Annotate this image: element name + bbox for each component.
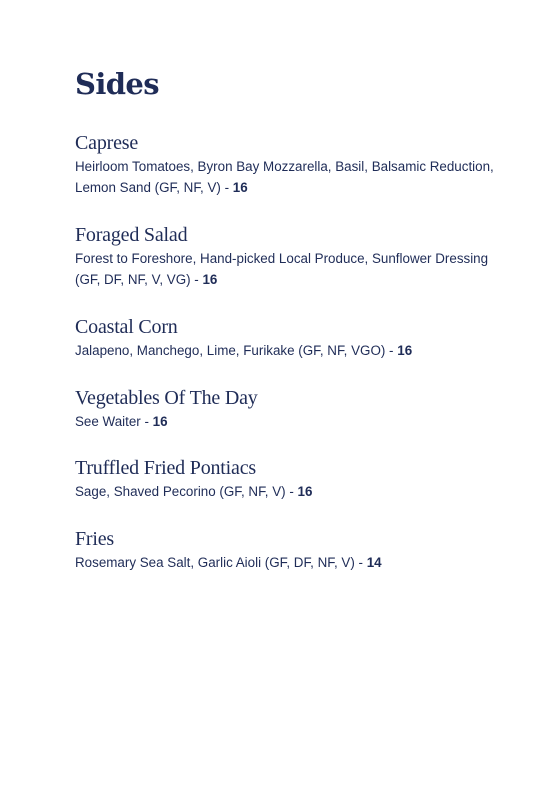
menu-item-coastal-corn bbox=[75, 315, 495, 361]
item-price: 16 bbox=[397, 343, 413, 358]
item-name: Fries bbox=[75, 528, 115, 550]
item-description bbox=[75, 552, 495, 573]
item-description-text: Sage, Shaved Pecorino (GF, NF, V) - bbox=[75, 484, 298, 499]
item-price: 16 bbox=[297, 484, 313, 499]
item-price: 16 bbox=[152, 414, 168, 429]
item-price: 16 bbox=[232, 180, 248, 195]
item-description bbox=[75, 411, 495, 432]
item-name: Foraged Salad bbox=[75, 224, 188, 246]
item-description bbox=[75, 340, 495, 361]
item-description-text: Heirloom Tomatoes, Byron Bay Mozzarella, Basil, Balsamic Reduction, Lemon Sand (GF, NF, V) - bbox=[75, 159, 494, 195]
item-name: Coastal Corn bbox=[75, 316, 178, 338]
menu-item-foraged-salad bbox=[75, 223, 495, 290]
menu-item-truffled-fried-pontiacs bbox=[75, 456, 495, 502]
item-name: Vegetables Of The Day bbox=[75, 387, 258, 409]
menu-item-fries bbox=[75, 527, 495, 573]
menu-item-vegetables-of-the-day bbox=[75, 386, 495, 432]
item-description-text: Rosemary Sea Salt, Garlic Aioli (GF, DF, NF, V) - bbox=[75, 555, 367, 570]
item-name: Caprese bbox=[75, 132, 139, 154]
item-description bbox=[75, 248, 495, 290]
item-name: Truffled Fried Pontiacs bbox=[75, 457, 256, 479]
item-description bbox=[75, 481, 495, 502]
menu-item-caprese bbox=[75, 131, 495, 198]
item-description-text: Forest to Foreshore, Hand-picked Local Produce, Sunflower Dressing (GF, DF, NF, V, VG) - bbox=[75, 251, 489, 287]
item-description-text: Jalapeno, Manchego, Lime, Furikake (GF, NF, VGO) - bbox=[75, 343, 398, 358]
item-description-text: See Waiter - bbox=[75, 414, 153, 429]
item-price: 16 bbox=[202, 272, 218, 287]
item-price: 14 bbox=[366, 555, 382, 570]
item-description bbox=[75, 156, 495, 198]
section-title: Sides bbox=[75, 67, 160, 101]
